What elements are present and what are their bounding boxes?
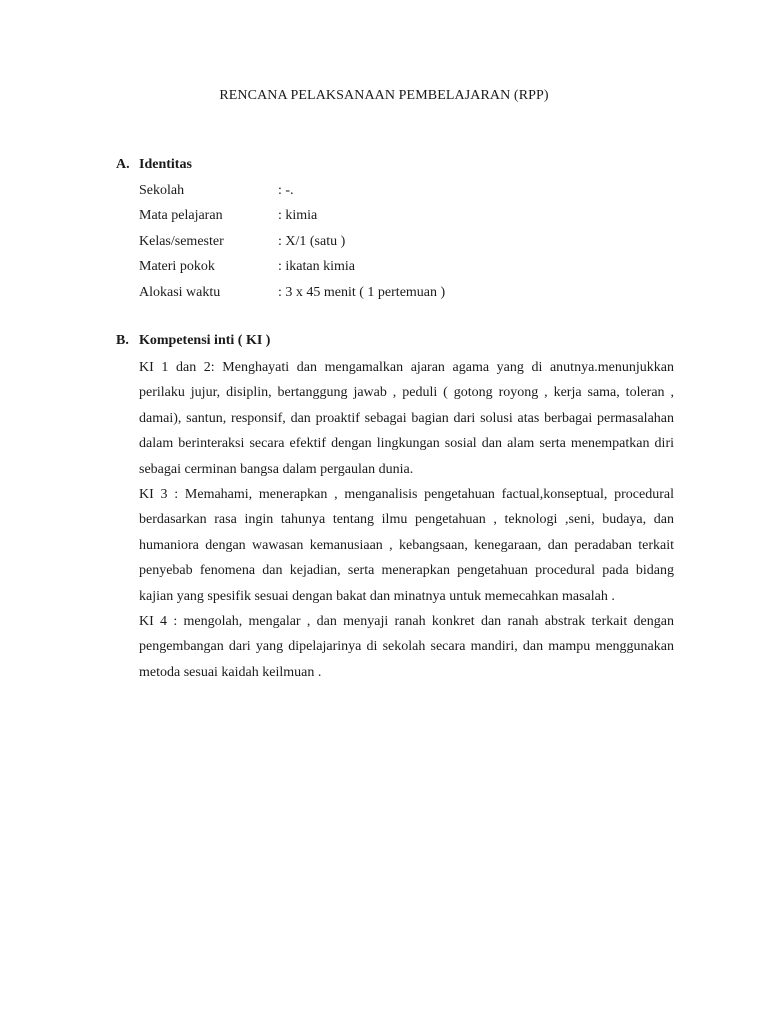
identity-row-sekolah <box>139 182 445 207</box>
section-a-title: Identitas <box>139 157 192 172</box>
section-b-title: Kompetensi inti ( KI ) <box>139 333 271 348</box>
identity-row-mata-pelajaran <box>139 207 445 232</box>
competency-list <box>139 355 674 685</box>
document-title: RENCANA PELAKSANAAN PEMBELAJARAN (RPP) <box>219 88 549 103</box>
section-b-letter: B. <box>116 333 129 348</box>
ki-4-paragraph: KI 4 : mengolah, mengalar , dan menyaji ranah konkret dan ranah abstrak terkait dengan pengembangan dari yang dipelajarinya di sekolah secara mandiri, dan mampu menggunakan metoda sesuai kaidah keilmuan . <box>139 614 674 680</box>
identity-value: : kimia <box>278 208 318 224</box>
identity-value: : 3 x 45 menit ( 1 pertemuan ) <box>278 284 446 300</box>
identity-label: Materi pokok <box>139 259 215 275</box>
identity-value: : ikatan kimia <box>278 259 355 275</box>
identity-label: Alokasi waktu <box>139 284 221 300</box>
section-a-letter: A. <box>116 157 130 172</box>
ki-3-paragraph: KI 3 : Memahami, menerapkan , menganalisis pengetahuan factual,konseptual, procedural berdasarkan rasa ingin tahunya tentang ilmu pengetahuan , teknologi ,seni, budaya, dan humaniora dengan wawasan kemanusiaan , kebangsaan, kenegaraan, dan peradaban terkait penyebab fenomena dan kejadian, serta menerapkan pengetahuan procedural pada bidang kajian yang spesifik sesuai dengan bakat dan minatnya untuk memecahkan masalah . <box>139 487 674 604</box>
section-a-heading <box>116 157 192 173</box>
identity-value: : X/1 (satu ) <box>278 233 346 249</box>
identity-value: : -. <box>278 183 294 198</box>
identity-row-materi-pokok <box>139 258 445 283</box>
identity-row-alokasi-waktu <box>139 284 445 309</box>
identity-table <box>139 182 445 309</box>
identity-label: Mata pelajaran <box>139 208 223 224</box>
identity-label: Kelas/semester <box>139 233 224 249</box>
ki-1-2-paragraph: KI 1 dan 2: Menghayati dan mengamalkan ajaran agama yang di anutnya.menunjukkan perilaku jujur, disiplin, bertanggung jawab , peduli ( gotong royong , kerja sama, toleran , damai), santun, responsif, dan proaktif sebagai bagian dari solusi atas berbagai permasalahan dalam berinteraksi secara efektif dengan lingkungan sosial dan alam serta menempatkan diri sebagai cerminan bangsa dalam pergaulan dunia. <box>139 360 674 477</box>
identity-label: Sekolah <box>139 183 185 198</box>
section-b-heading <box>116 333 270 349</box>
identity-row-kelas-semester <box>139 233 445 258</box>
